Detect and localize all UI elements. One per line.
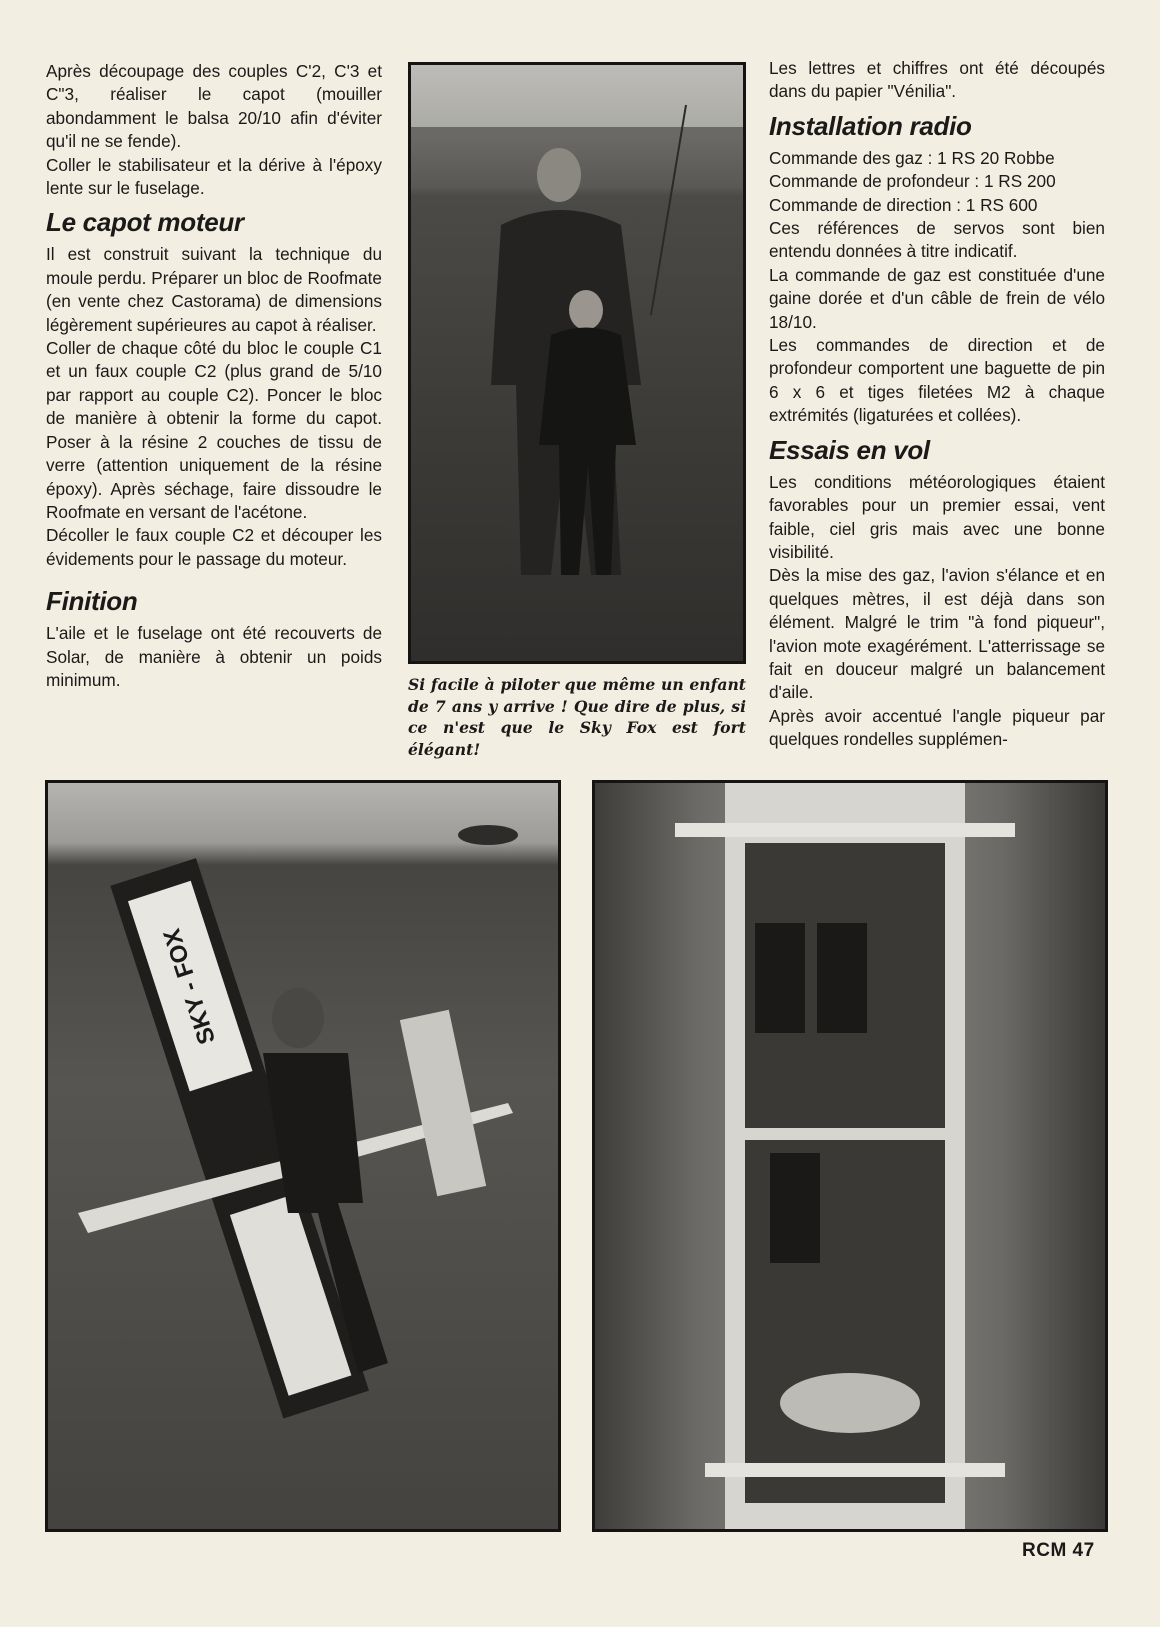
paragraph: Après découpage des couples C'2, C'3 et C"3, réaliser le capot (mouiller abondamment le balsa 20/10 afin d'éviter qu'il ne se fende). xyxy=(46,61,382,152)
paragraph: La commande de gaz est constituée d'une gaine dorée et d'un câble de frein de vélo 18/10. xyxy=(769,264,1105,332)
paragraph: Ces références de servos sont bien entendu données à titre indicatif. xyxy=(769,218,1105,262)
photo-child-with-plane xyxy=(45,780,561,1532)
paragraph: Il est construit suivant la technique du moule perdu. Préparer un bloc de Roofmate (en vente chez Castorama) de dimensions légèrement supérieures au capot à réaliser. xyxy=(46,244,382,335)
photo-caption: Si facile à piloter que même un enfant de 7 ans y arrive ! Que dire de plus, si ce n'est que le Sky Fox est fort élégant! xyxy=(408,675,746,759)
paragraph: Commande de profondeur : 1 RS 200 xyxy=(769,171,1056,192)
paragraph: L'aile et le fuselage ont été recouverts de Solar, de manière à obtenir un poids minimum. xyxy=(46,623,382,690)
plane-lettering: SKY - FOX xyxy=(158,925,222,1048)
paragraph: Coller le stabilisateur et la dérive à l'époxy lente sur le fuselage. xyxy=(46,154,382,199)
paragraph: Les lettres et chiffres ont été découpés dans du papier "Vénilia". xyxy=(769,58,1105,102)
paragraph: Coller de chaque côté du bloc le couple C1 et un faux couple C2 (plus grand de 5/10 par rapport au couple C2). Poncer le bloc de manière à obtenir la forme du capot. Poser à la résine 2 couches de tissu de verre (attention uniquement de la résine époxy). Après séchage, faire dissoudre le Roofmate en versant de l'acétone. xyxy=(46,338,382,522)
paragraph: Commande des gaz : 1 RS 20 Robbe xyxy=(769,147,1055,168)
photo-radio-installation xyxy=(592,780,1108,1532)
section-heading-radio: Installation radio xyxy=(769,110,972,141)
section-heading-capot: Le capot moteur xyxy=(46,207,244,238)
section-heading-finition: Finition xyxy=(46,586,138,617)
page-number: RCM 47 xyxy=(1022,1540,1095,1561)
article-column-right xyxy=(769,57,1105,752)
paragraph: Après avoir accentué l'angle piqueur par quelques rondelles supplémen- xyxy=(769,705,1105,750)
paragraph: Décoller le faux couple C2 et découper les évidements pour le passage du moteur. xyxy=(46,525,382,569)
paragraph: Commande de direction : 1 RS 600 xyxy=(769,194,1038,215)
paragraph: Les commandes de direction et de profondeur comportent une baguette de pin 6 x 6 et tiges filetées M2 à chaque extrémités (ligaturées et collées). xyxy=(769,335,1105,426)
photo-father-and-son xyxy=(408,62,746,664)
section-heading-essais: Essais en vol xyxy=(769,434,930,465)
article-column-left xyxy=(46,60,382,692)
paragraph: Dès la mise des gaz, l'avion s'élance et en quelques mètres, il est déjà dans son élément. Malgré le trim "à fond piqueur", l'avion mote exagérément. L'atterrissage se fait en douceur malgré un balancement d'aile. xyxy=(769,565,1105,703)
paragraph: Les conditions météorologiques étaient favorables pour un premier essai, vent faible, ciel gris mais avec une bonne visibilité. xyxy=(769,471,1105,562)
